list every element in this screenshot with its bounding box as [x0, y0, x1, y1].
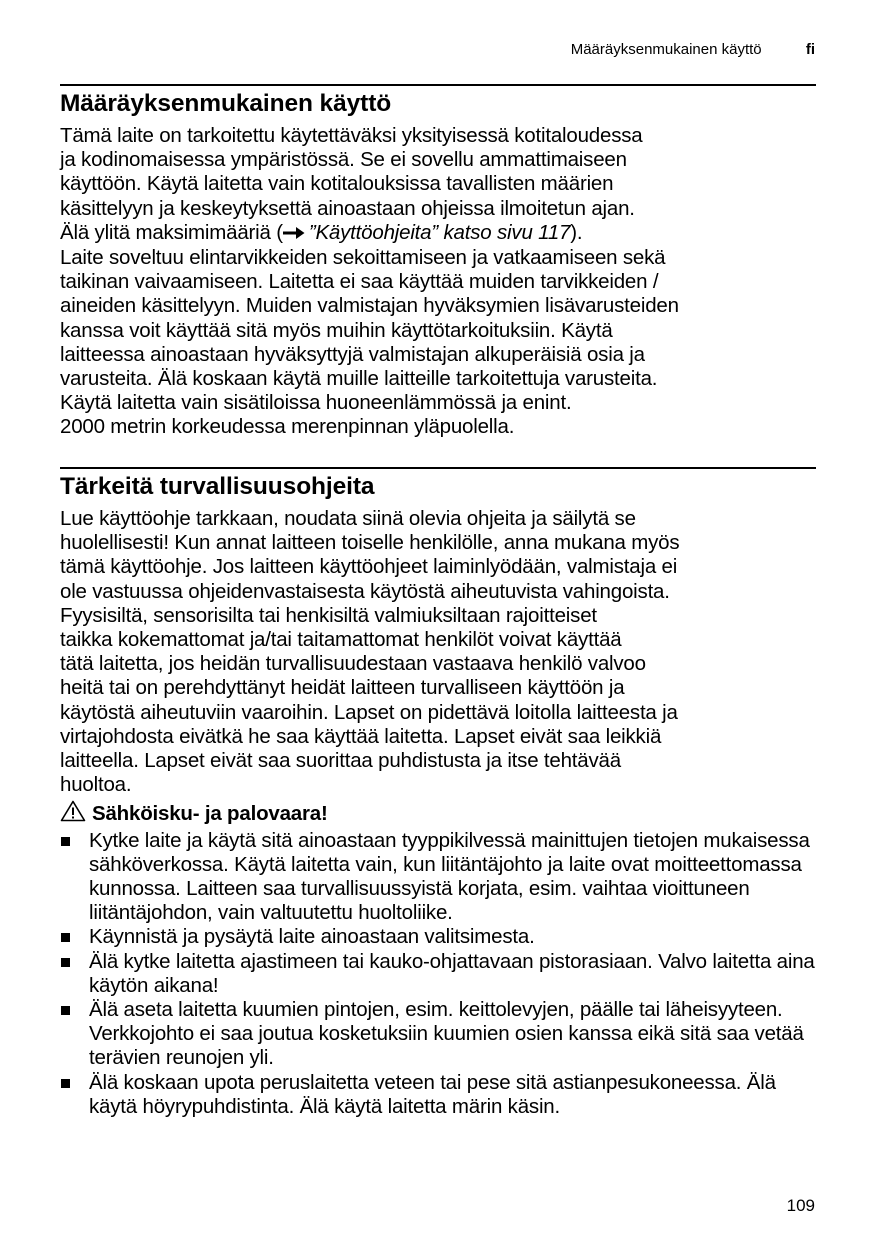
reference-line: [60, 221, 820, 246]
page-reference-link[interactable]: ”Käyttöohjeita” katso sivu 117: [308, 220, 571, 244]
text-line: virtajohdosta eivätkä he saa käyttää laitetta. Lapset eivät saa leikkiä: [60, 724, 662, 748]
reference-suffix: ).: [570, 220, 583, 244]
section-divider: [60, 467, 816, 469]
warning-triangle-icon: [60, 800, 86, 828]
list-item: [60, 829, 820, 926]
text-line: Käynnistä ja pysäytä laite ainoastaan valitsimesta.: [89, 925, 535, 949]
text-line: liitäntäjohto ja laite ovat moitteettomassa kunnossa. Laitteen saa: [89, 852, 802, 901]
running-header-title: Määräyksenmukainen käyttö: [570, 41, 762, 58]
text-line: ole vastuussa ohjeidenvastaisesta käytöstä aiheutuvista vahingoista.: [60, 579, 670, 603]
text-line: Lue käyttöohje tarkkaan, noudata siinä olevia ohjeita ja säilytä se: [60, 507, 636, 530]
section-intended-use: [60, 89, 820, 440]
section-heading: Tärkeitä turvallisuusohjeita: [60, 473, 375, 500]
list-item: [60, 998, 820, 1071]
text-line: Käytä laitetta vain sisätiloissa huoneenlämmössä ja enint.: [60, 391, 572, 415]
text-line: taikinan vaivaamiseen. Laitetta ei saa käyttää muiden tarvikkeiden /: [60, 270, 659, 294]
section-divider: [60, 84, 816, 86]
text-line: käsittelyyn ja keskeytyksettä ainoastaan ohjeissa ilmoitetun ajan.: [60, 196, 635, 220]
text-line: taikka kokemattomat ja/tai taitamattomat henkilöt voivat käyttää: [60, 628, 622, 652]
text-line: tai läheisyyteen. Verkkojohto ei saa joutua kosketuksiin kuumien: [89, 998, 783, 1046]
text-line: varusteita. Älä koskaan käytä muille laitteille tarkoitettuja varusteita.: [60, 367, 658, 391]
text-line: vain valtuutettu huoltoliike.: [218, 901, 453, 925]
section-heading: Määräyksenmukainen käyttö: [60, 90, 392, 117]
section-body: [60, 124, 820, 440]
text-line: laitteessa ainoastaan hyväksyttyjä valmistajan alkuperäisiä osia ja: [60, 342, 645, 366]
text-line: Tämä laite on tarkoitettu käytettäväksi yksityisessä kotitaloudessa: [60, 124, 643, 147]
arrow-right-icon: [283, 222, 305, 246]
text-line: tätä laitetta, jos heidän turvallisuudestaan vastaava henkilö valvoo: [60, 652, 646, 676]
text-line: tietojen mukaisessa sähköverkossa. Käytä laitetta vain, kun: [89, 828, 810, 876]
reference-prefix: Älä ylitä maksimimääriä (: [60, 220, 283, 244]
text-line: 2000 metrin korkeudessa merenpinnan yläpuolella.: [60, 415, 515, 439]
text-line: käyttöön. Käytä laitetta vain kotitalouksissa tavallisten määrien: [60, 172, 614, 196]
square-bullet-icon: [61, 1006, 70, 1015]
text-line: Älä kytke laitetta ajastimeen tai kauko-ohjattavaan pistorasiaan.: [89, 949, 653, 973]
running-header-language: fi: [805, 41, 815, 58]
text-line: märin käsin.: [451, 1094, 560, 1118]
warning-list: [60, 829, 820, 1119]
text-line: huolellisesti! Kun annat laitteen toiselle henkilölle, anna mukana myös: [60, 531, 680, 555]
text-line: laitteella. Lapset eivät saa suorittaa puhdistusta ja itse tehtävää: [60, 749, 621, 773]
list-item: [60, 950, 820, 998]
warning-title: Sähköisku- ja palovaara!: [92, 802, 328, 826]
text-line: Älä koskaan upota peruslaitetta veteen tai pese sitä: [89, 1070, 547, 1094]
text-line: tämä käyttöohje. Jos laitteen käyttöohjeet laiminlyödään, valmistaja ei: [60, 555, 678, 579]
text-line: astianpesukoneessa. Älä käytä höyrypuhdistinta. Älä käytä laitetta: [89, 1070, 776, 1118]
text-line: kanssa voit käyttää sitä myös muihin käyttötarkoituksiin. Käytä: [60, 318, 613, 342]
text-line: osien kanssa eikä sitä saa vetää terävien reunojen yli.: [89, 1022, 804, 1070]
square-bullet-icon: [61, 1079, 70, 1088]
text-line: heitä tai on perehdyttänyt heidät laitteen turvalliseen käyttöön ja: [60, 676, 625, 700]
text-line: Laite soveltuu elintarvikkeiden sekoittamiseen ja vatkaamiseen sekä: [60, 246, 666, 270]
text-line: Kytke laite ja käytä sitä ainoastaan tyyppikilvessä mainittujen: [89, 828, 628, 852]
text-line: Valvo laitetta aina käytön aikana!: [89, 949, 815, 997]
text-line: huoltoa.: [60, 773, 132, 797]
text-line: Fyysisiltä, sensorisilta tai henkisiltä valmiuksiltaan rajoitteiset: [60, 603, 597, 627]
square-bullet-icon: [61, 958, 70, 967]
text-line: ja kodinomaisessa ympäristössä. Se ei sovellu ammattimaiseen: [60, 148, 627, 172]
running-header: [571, 41, 815, 59]
text-line: turvallisuussyistä korjata, esim. vaihtaa vioittuneen liitäntäjohdon,: [89, 877, 750, 925]
page-number: 109: [786, 1196, 815, 1215]
text-line: käytöstä aiheutuviin vaaroihin. Lapset on pidettävä loitolla laitteesta ja: [60, 700, 678, 724]
text-line: Älä aseta laitetta kuumien pintojen, esim. keittolevyjen, päälle: [89, 998, 634, 1022]
list-item: [60, 1071, 820, 1119]
text-line: aineiden käsittelyyn. Muiden valmistajan hyväksymien lisävarusteiden: [60, 294, 679, 318]
square-bullet-icon: [61, 837, 70, 846]
section-body: [60, 507, 820, 797]
square-bullet-icon: [61, 933, 70, 942]
warning-heading: [60, 800, 820, 828]
list-item: [60, 925, 820, 949]
section-safety-instructions: [60, 472, 820, 1119]
